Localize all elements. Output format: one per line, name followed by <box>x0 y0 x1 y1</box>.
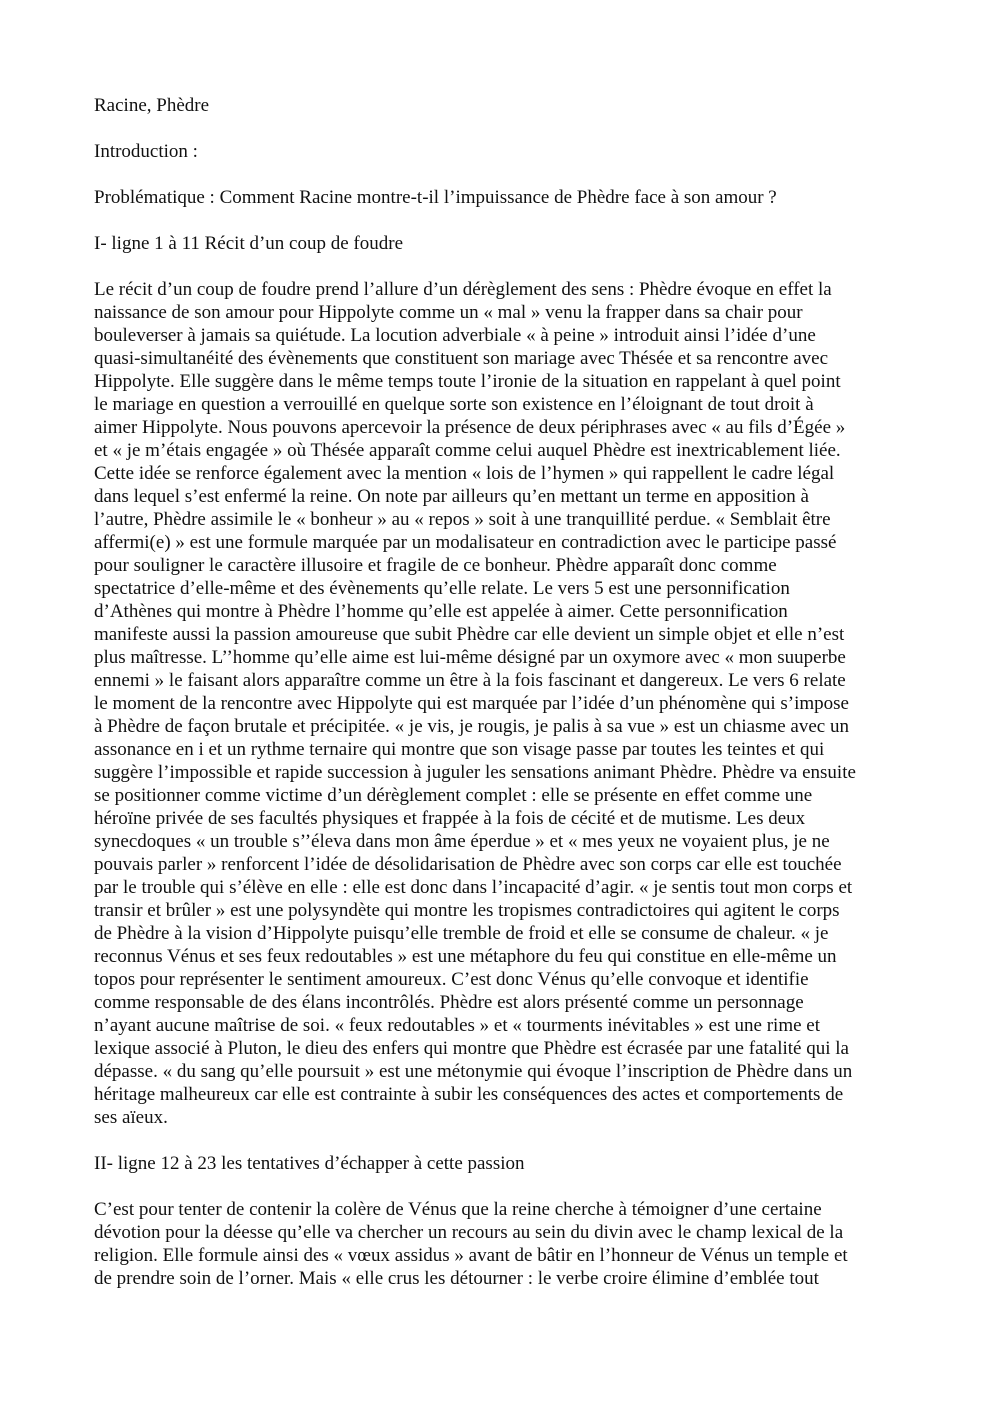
paragraph-line: synecdoques « un trouble s’’éleva dans mon âme éperdue » et « mes yeux ne voyaient plus, je ne <box>94 831 830 852</box>
section-1-paragraph <box>94 278 906 1129</box>
paragraph-line: se positionner comme victime d’un dérèglement complet : elle se présente en effet comme une <box>94 785 813 806</box>
paragraph-line: C’est pour tenter de contenir la colère de Vénus que la reine cherche à témoigner d’une certaine <box>94 1199 822 1220</box>
paragraph-line: religion. Elle formule ainsi des « vœux assidus » avant de bâtir en l’honneur de Vénus un temple et <box>94 1245 848 1266</box>
paragraph-line: par le trouble qui s’élève en elle : elle est donc dans l’incapacité d’agir. « je sentis tout mon corps et <box>94 877 853 898</box>
paragraph-line: d’Athènes qui montre à Phèdre l’homme qu’elle est appelée à aimer. Cette personnification <box>94 601 788 622</box>
problematique: Problématique : Comment Racine montre-t-il l’impuissance de Phèdre face à son amour ? <box>94 187 777 208</box>
paragraph-line: plus maîtresse. L’’homme qu’elle aime est lui-même désigné par un oxymore avec « mon suuperbe <box>94 647 846 668</box>
paragraph-line: quasi-simultanéité des évènements que constituent son mariage avec Thésée et sa rencontre avec <box>94 348 829 369</box>
paragraph-line: à Phèdre de façon brutale et précipitée. « je vis, je rougis, je palis à sa vue » est un chiasme avec un <box>94 716 849 737</box>
paragraph-line: lexique associé à Pluton, le dieu des enfers qui montre que Phèdre est écrasée par une fatalité qui la <box>94 1038 849 1059</box>
paragraph-line: transir et brûler » est une polysyndète qui montre les tropismes contradictoires qui agitent le corps <box>94 900 840 921</box>
paragraph-line: héroïne privée de ses facultés physiques et frappée à la fois de cécité et de mutisme. Les deux <box>94 808 806 829</box>
paragraph-line: Cette idée se renforce également avec la mention « lois de l’hymen » qui rappellent le cadre légal <box>94 463 835 484</box>
paragraph-line: pour souligner le caractère illusoire et fragile de ce bonheur. Phèdre apparaît donc comme <box>94 555 777 576</box>
paragraph-line: et « je m’étais engagée » où Thésée apparaît comme celui auquel Phèdre est inextricablement liée. <box>94 440 841 461</box>
paragraph-line: manifeste aussi la passion amoureuse que subit Phèdre car elle devient un simple objet et elle n’est <box>94 624 845 645</box>
paragraph-line: n’ayant aucune maîtrise de soi. « feux redoutables » et « tourments inévitables » est une rime et <box>94 1015 820 1036</box>
paragraph-line: topos pour représenter le sentiment amoureux. C’est donc Vénus qu’elle convoque et identifie <box>94 969 809 990</box>
section-1-heading: I- ligne 1 à 11 Récit d’un coup de foudre <box>94 233 404 254</box>
paragraph-line: Le récit d’un coup de foudre prend l’allure d’un dérèglement des sens : Phèdre évoque en effet la <box>94 279 832 300</box>
paragraph-line: héritage malheureux car elle est contrainte à subir les conséquences des actes et comportements de <box>94 1084 844 1105</box>
paragraph-line: de prendre soin de l’orner. Mais « elle crus les détourner : le verbe croire élimine d’emblée tout <box>94 1268 819 1289</box>
paragraph-line: affermi(e) » est une formule marquée par un modalisateur en contradiction avec le participe passé <box>94 532 837 553</box>
paragraph-line: le moment de la rencontre avec Hippolyte qui est marquée par l’idée d’un phénomène qui s’impose <box>94 693 849 714</box>
paragraph-line: ses aïeux. <box>94 1107 168 1128</box>
paragraph-line: aimer Hippolyte. Nous pouvons apercevoir la présence de deux périphrases avec « au fils d’Égée » <box>94 417 846 438</box>
paragraph-line: le mariage en question a verrouillé en quelque sorte son existence en l’éloignant de tout droit à <box>94 394 814 415</box>
paragraph-line: bouleverser à jamais sa quiétude. La locution adverbiale « à peine » introduit ainsi l’idée d’une <box>94 325 816 346</box>
paragraph-line: naissance de son amour pour Hippolyte comme un « mal » venu la frapper dans sa chair pour <box>94 302 803 323</box>
paragraph-line: de Phèdre à la vision d’Hippolyte puisqu’elle tremble de froid et elle se consume de chaleur. « je <box>94 923 829 944</box>
paragraph-line: ennemi » le faisant alors apparaître comme un être à la fois fascinant et dangereux. Le vers 6 relate <box>94 670 846 691</box>
paragraph-line: assonance en i et un rythme ternaire qui montre que son visage passe par toutes les teintes et qui <box>94 739 825 760</box>
paragraph-line: Hippolyte. Elle suggère dans le même temps toute l’ironie de la situation en rappelant à quel point <box>94 371 841 392</box>
paragraph-line: comme responsable de des élans incontrôlés. Phèdre est alors présenté comme un personnage <box>94 992 804 1013</box>
document-page <box>94 94 906 1313</box>
paragraph-line: dévotion pour la déesse qu’elle va chercher un recours au sein du divin avec le champ lexical de la <box>94 1222 844 1243</box>
document-title: Racine, Phèdre <box>94 95 210 116</box>
introduction-heading: Introduction : <box>94 141 198 162</box>
section-2-paragraph <box>94 1198 906 1290</box>
section-2-heading: II- ligne 12 à 23 les tentatives d’échapper à cette passion <box>94 1153 525 1174</box>
paragraph-line: pouvais parler » renforcent l’idée de désolidarisation de Phèdre avec son corps car elle est touchée <box>94 854 842 875</box>
paragraph-line: suggère l’impossible et rapide succession à juguler les sensations animant Phèdre. Phèdre va ensuite <box>94 762 856 783</box>
paragraph-line: l’autre, Phèdre assimile le « bonheur » au « repos » soit à une tranquillité perdue. « Semblait être <box>94 509 831 530</box>
paragraph-line: reconnus Vénus et ses feux redoutables » est une métaphore du feu qui constitue en elle-même un <box>94 946 837 967</box>
paragraph-line: spectatrice d’elle-même et des évènements qu’elle relate. Le vers 5 est une personnification <box>94 578 790 599</box>
paragraph-line: dépasse. « du sang qu’elle poursuit » est une métonymie qui évoque l’inscription de Phèdre dans un <box>94 1061 853 1082</box>
paragraph-line: dans lequel s’est enfermé la reine. On note par ailleurs qu’en mettant un terme en apposition à <box>94 486 809 507</box>
